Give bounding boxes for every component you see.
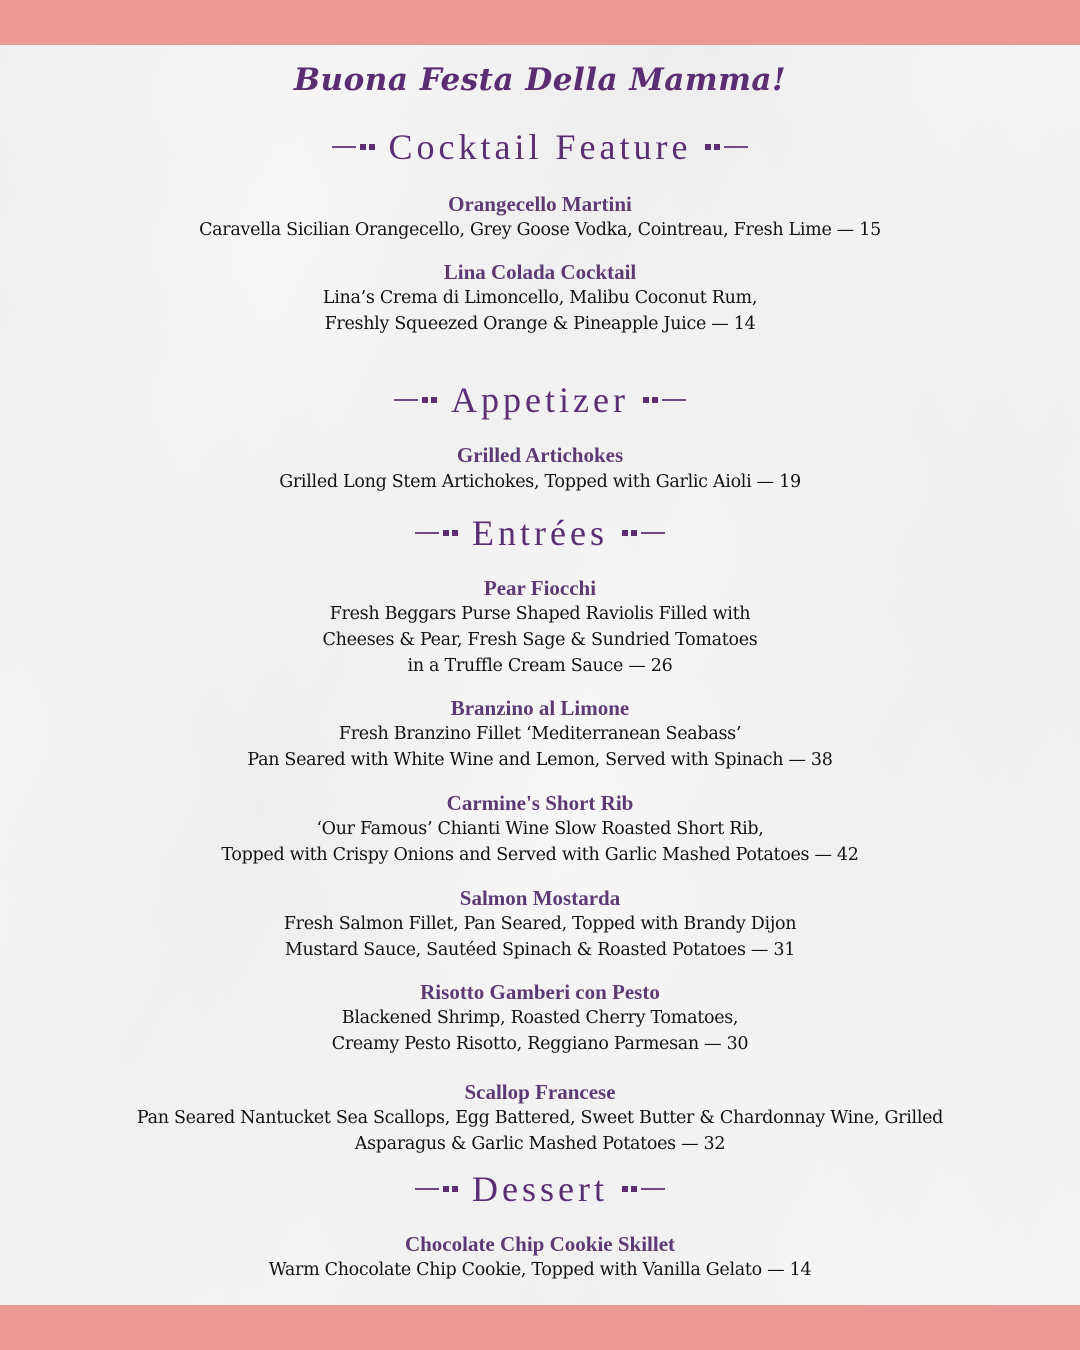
menu-item-description: ‘Our Famous’ Chianti Wine Slow Roasted Short Rib, [316,819,764,839]
menu-item-description: Fresh Branzino Fillet ‘Mediterranean Seabass’ [338,724,742,744]
menu-item-description: Pan Seared with White Wine and Lemon, Served with Spinach — 38 [247,750,833,770]
menu-item-description: Topped with Crispy Onions and Served with Garlic Mashed Potatoes — 42 [221,845,859,865]
ornament-square [652,397,658,403]
section-title: Dessert [472,1169,608,1209]
section-header-entrees [0,508,1080,558]
section-title: Cocktail Feature [388,127,692,167]
divider-line [641,1188,665,1190]
menu-item-description: Warm Chocolate Chip Cookie, Topped with Vanilla Gelato — 14 [268,1260,812,1280]
ornament-square [369,144,375,150]
menu-item-name: Orangecello Martini [448,192,632,216]
menu-greeting: Buona Festa Della Mamma! [293,62,787,98]
divider-line [641,532,665,534]
section-title: Appetizer [451,380,629,420]
ornament-square [422,397,428,403]
ornament-square [452,530,458,536]
menu-item-description: Freshly Squeezed Orange & Pineapple Juice — 14 [324,314,756,334]
divider-line [415,1188,439,1190]
divider-line [724,146,748,148]
menu-item-description: Caravella Sicilian Orangecello, Grey Goose Vodka, Cointreau, Fresh Lime — 15 [199,220,881,240]
menu-item-description: Fresh Beggars Purse Shaped Raviolis Filled with [329,604,751,624]
section-header-dessert [0,1164,1080,1214]
menu-item-name: Branzino al Limone [450,696,630,720]
menu-item-name: Risotto Gamberi con Pesto [420,980,660,1004]
ornament-square [705,144,711,150]
bottom-band [0,1305,1080,1350]
ornament-square [631,1186,637,1192]
menu-item-description: Blackened Shrimp, Roasted Cherry Tomatoes, [341,1008,739,1028]
menu-item-name: Carmine's Short Rib [446,791,634,815]
menu-item-name: Lina Colada Cocktail [443,260,637,284]
menu-item-name: Scallop Francese [464,1080,616,1104]
top-band [0,0,1080,45]
divider-line [662,399,686,401]
ornament-square [443,1186,449,1192]
ornament-square [622,1186,628,1192]
menu-item-description: Grilled Long Stem Artichokes, Topped with Garlic Aioli — 19 [279,472,801,492]
menu-item-name: Chocolate Chip Cookie Skillet [404,1232,676,1256]
menu-item-description: Fresh Salmon Fillet, Pan Seared, Topped with Brandy Dijon [283,914,797,934]
section-title: Entrées [472,513,608,553]
section-header-appetizer [0,375,1080,425]
ornament-square [714,144,720,150]
menu-item-name: Salmon Mostarda [459,886,621,910]
ornament-square [443,530,449,536]
menu-item-description: Cheeses & Pear, Fresh Sage & Sundried Tomatoes [322,630,758,650]
menu-item-name: Pear Fiocchi [483,576,597,600]
menu-item-description: Creamy Pesto Risotto, Reggiano Parmesan — 30 [331,1034,749,1054]
ornament-square [643,397,649,403]
menu-item-description: Mustard Sauce, Sautéed Spinach & Roasted Potatoes — 31 [284,940,796,960]
ornament-square [622,530,628,536]
menu-item-description: in a Truffle Cream Sauce — 26 [407,656,673,676]
section-header-cocktail [0,122,1080,172]
menu-item-description: Lina’s Crema di Limoncello, Malibu Coconut Rum, [322,288,758,308]
divider-line [394,399,418,401]
ornament-square [452,1186,458,1192]
menu-item-name: Grilled Artichokes [456,443,624,467]
divider-line [415,532,439,534]
ornament-square [431,397,437,403]
ornament-square [631,530,637,536]
divider-line [332,146,356,148]
menu-item-description: Asparagus & Garlic Mashed Potatoes — 32 [354,1134,726,1154]
menu-item-description: Pan Seared Nantucket Sea Scallops, Egg Battered, Sweet Butter & Chardonnay Wine, Grilled [136,1108,944,1128]
ornament-square [360,144,366,150]
